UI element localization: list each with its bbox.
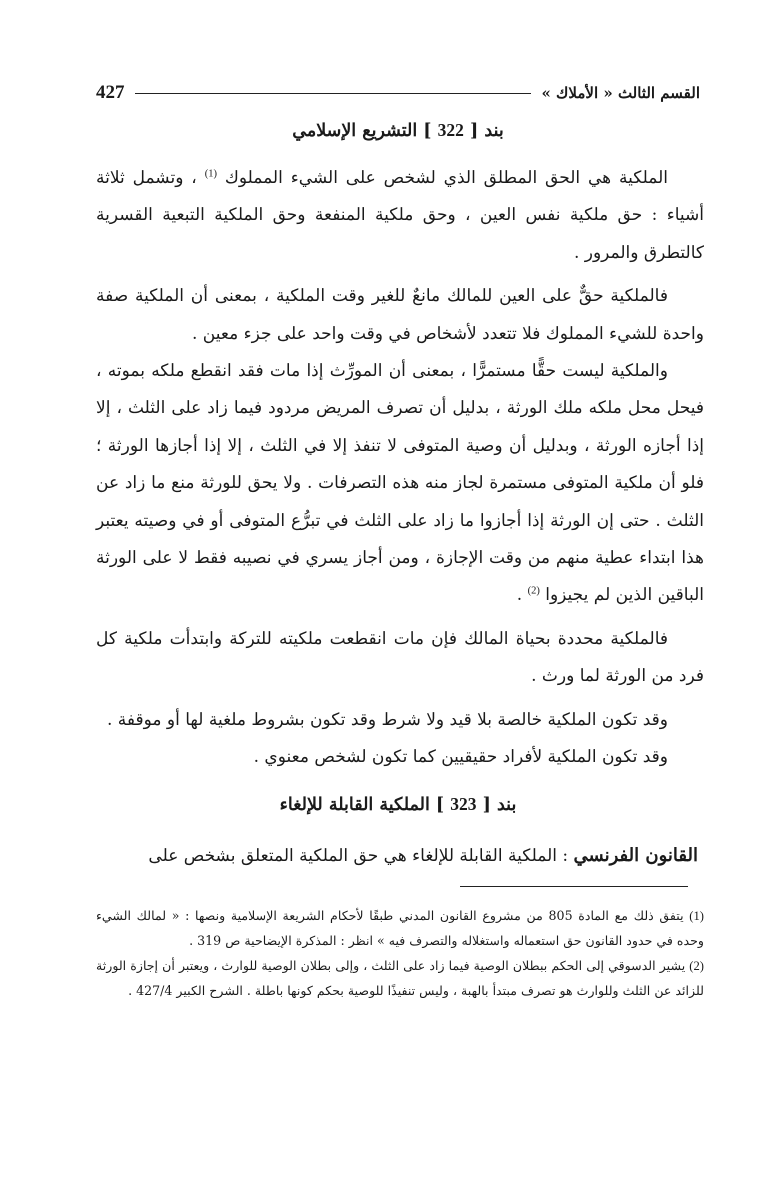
paragraph xyxy=(96,838,704,874)
page-number: 427 xyxy=(96,82,125,103)
section-heading-322 xyxy=(96,120,700,141)
footnote xyxy=(96,954,704,1003)
footnote-number: (2) xyxy=(689,959,704,974)
paragraph xyxy=(96,160,704,272)
legal-term: القانون الفرنسي xyxy=(573,845,698,866)
heading-prefix: بند [ xyxy=(470,121,504,141)
paragraph-text: . xyxy=(516,585,523,606)
paragraph: وقد تكون الملكية لأفراد حقيقيين كما تكون لشخص معنوي . xyxy=(253,747,668,768)
running-header-title: القسم الثالث « الأملاك » xyxy=(541,84,700,102)
section-heading-323 xyxy=(96,794,700,815)
footnote xyxy=(96,904,704,953)
footnote-text: يشير الدسوقي إلى الحكم ببطلان الوصية فيما زاد على الثلث ، وإلى بطلان الوصية للوارث ، ويعتبر أن إجازة الورثة للزائد عن الثلث وللوارث هو تصرف مبتدأ بالهبة ، وليس تنفيذًا للوصية بحكم كونها باطلة . الشرح الكبير 427/4 . xyxy=(96,958,704,998)
footnote-ref[interactable]: (1) xyxy=(204,168,217,180)
paragraph: وقد تكون الملكية خالصة بلا قيد ولا شرط وقد تكون بشروط ملغية لها أو موقفة . xyxy=(106,709,668,730)
running-header xyxy=(96,80,700,106)
paragraph-text: الملكية هي الحق المطلق الذي لشخص على الشيء المملوك xyxy=(224,168,669,188)
footnote-text: يتفق ذلك مع المادة 805 من مشروع القانون المدني طبقًا لأحكام الشريعة الإسلامية ونصها : « لمالك الشيء وحده في حدود القانون حق استعماله واستغلاله والتصرف فيه » انظر : المذكرة الإيضاحية ص 319 . xyxy=(96,908,704,948)
heading-title: ] الملكية القابلة للإلغاء xyxy=(279,795,445,815)
heading-title: ] التشريع الإسلامي xyxy=(292,121,432,141)
heading-prefix: بند [ xyxy=(482,795,517,815)
paragraph xyxy=(96,353,704,615)
header-rule xyxy=(135,93,532,94)
footnotes xyxy=(96,904,704,1004)
footnote-ref[interactable]: (2) xyxy=(527,585,540,597)
heading-number: 323 xyxy=(450,794,477,814)
heading-number: 322 xyxy=(437,120,464,140)
paragraph: فالملكية محددة بحياة المالك فإن مات انقطعت ملكيته للتركة وابتدأت ملكية كل فرد من الورثة لما ورث . xyxy=(96,628,704,687)
footnote-number: (1) xyxy=(689,909,704,923)
footnote-separator xyxy=(460,886,688,887)
paragraph-text: : الملكية القابلة للإلغاء هي حق الملكية المتعلق بشخص على xyxy=(148,846,569,866)
paragraph: فالملكية حقٌّ على العين للمالك مانعٌ للغير وقت الملكية ، بمعنى أن الملكية صفة واحدة للشيء المملوك فلا تتعدد لأشخاص في وقت واحد على جزء معين . xyxy=(96,286,704,344)
body-text xyxy=(96,160,704,777)
paragraph-text: ، وتشمل ثلاثة أشياء : حق ملكية نفس العين ، وحق ملكية المنفعة وحق الملكية التبعية القسرية كالتطرق والمرور . xyxy=(96,168,704,263)
paragraph-text: والملكية ليست حقًّا مستمرًّا ، بمعنى أن المورِّث إذا مات فقد انقطع ملكه بموته ، فيحل محل ملكه ملك الورثة ، بدليل أن تصرف المريض مردود فيما زاد على الثلث ، إلا إذا أجازه الورثة ، وبدليل أن وصية المتوفى لا تنفذ إلا في الثلث ، إلا إذا أجازها الورثة ؛ فلو أن ملكية المتوفى مستمرة لجاز منه هذه التصرفات . ولا يحق للورثة منع ما زاد عن الثلث . حتى إن الورثة إذا أجازوا ما زاد على الثلث في تبرُّع المتوفى أو في وصيته يعتبر هذا ابتداء عطية منهم من وقت الإجازة ، ومن أجاز يسري في نصيبه فقط لا على الورثة الباقين الذين لم يجيزوا xyxy=(96,361,704,606)
